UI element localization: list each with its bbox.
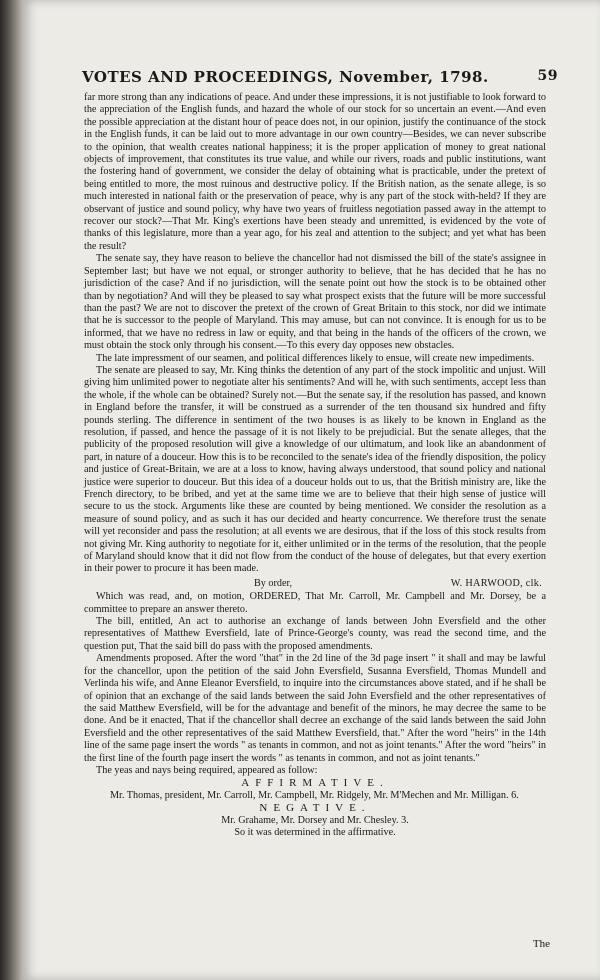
- paragraph-impressment: The late impressment of our seamen, and political differences likely to ensue, will create new impediments.: [96, 352, 535, 364]
- negative-members: Mr. Grahame, Mr. Dorsey and Mr. Chesley. 3.: [221, 814, 409, 826]
- page-number: 59: [537, 68, 558, 84]
- paragraph-chancellor: The senate say, they have reason to believe the chancellor had not dismissed the bill of the state's assignee in September last; but have we not equal, or stronger authority to believe, that he has decided that he has no jurisdiction of the case? And if no jurisdiction, will the senate point out how the stock is to be obtained other than by negotiation? And will they be pleased to say what prospect exists that the future will be more successful than the past? We are not to discover the pretext of the crown of Great Britain to this stock, nor did we intimate that he is successor to the people of Maryland. This may amuse, but can not convince. It is enough for us to be informed, that we have no redress in law or equity, and that being in the hands of the officers of the crown, we must obtain the stock only through his consent.—To this every day opposes new obstacles.: [84, 253, 546, 352]
- affirmative-heading: AFFIRMATIVE.: [241, 777, 389, 790]
- body-text: [84, 92, 546, 839]
- running-head: [82, 68, 558, 86]
- paragraph-mr-king: The senate are pleased to say, Mr. King thinks the detention of any part of the stock impolitic and unjust. Will giving him unlimited power to negotiate alter his sentiments? And will he, with such sentiments, accept less than the whole, if the whole can be obtained? Surely not.—But the senate say, if the resolution has passed, and known in England before the transfer, it will be construed as a surrender of the ten thousand six hundred and fifty pounds sterling. The difference in sentiment of the two houses is as likely to be known in England as the resolution, if passed, and hence the passage of it is not likely to be prejudicial. But the senate alleges, that the publicity of the proposed resolution will give a knowledge of our ultimatum, and look like an abandonment of part, in nature of a douceur. How this is to be reconciled to the senate's idea of the friendly disposition, the policy and justice of Great-Britain, we are at a loss to know, having always understood, that sound policy and national justice were superior to douceur. But this idea of a douceur holds out to us, that the British ministry are, like the French directory, to be bribed, and yet at the same time we are to believe that their high sense of justice will secure to us the stock. Arguments like these are counted by being mentioned. We consider the resolution as a measure of sound policy, and as such it has our decided and hearty concurrence. We therefore trust the senate will yet reconsider and pass the resolution; at all events we are desirous, that if the loss of this stock results from not giving Mr. King authority to negotiate for it, either unlimited or in the terms of the resolution, that the people of Maryland should know that it did not flow from the conduct of the house of delegates, but that every exertion in their power to procure it has been made.: [84, 364, 546, 575]
- paragraph-bill: The bill, entitled, An act to authorise an exchange of lands between John Eversfield and the other representatives of Matthew Eversfield, late of Prince-George's county, was read the second time, and the question put, That the said bill do pass with the proposed amendments.: [84, 616, 546, 652]
- determination: So it was determined in the affirmative.: [234, 826, 396, 838]
- signature-line: [84, 578, 546, 590]
- catchword: The: [532, 938, 550, 950]
- scan-binding-edge: [0, 0, 22, 980]
- paragraph-continuation: far more strong than any indications of peace. And under these impressions, it is not justifiable to look forward to the appreciation of the English funds, and hazard the whole of our stock for so uncertain an event.—And even the possible appreciation at the distant hour of peace does not, in our opinion, justify the continuance of the stock in the English funds, it can be laid out to more advantage in our own country—Besides, we can never subscribe to the opinion, that wealth creates national happiness; it is the proper application of money to great national objects of improvement, that constitutes its true value, and while our rivers, roads and public institutions, want the fostering hand of government, we consider the delay of obtaining what is practicable, under the pretext of being entitled to more, the most ruinous and destructive policy. If the British nation, as the senate allege, is so much interested in national faith or the preservation of peace, why is any part of the stock with-held? If they are observant of justice and sound policy, why have two years of fruitless negotiation passed away in the attempt to recover our stock?—That Mr. King's exertions have been steady and unremitted, is evidenced by the vote of thanks of this legislature, more than a year ago, for his zeal and attention to the subject; and yet what has been the result?: [84, 92, 547, 252]
- paragraph-committee-order: Which was read, and, on motion, ORDERED, That Mr. Carroll, Mr. Campbell and Mr. Dorsey, be a committee to prepare an answer thereto.: [84, 591, 546, 615]
- by-order: By order,: [254, 577, 293, 589]
- affirmative-members: Mr. Thomas, president, Mr. Carroll, Mr. Campbell, Mr. Ridgely, Mr. M'Mechen and Mr. Milligan. 6.: [110, 789, 519, 801]
- document-page: [22, 0, 600, 980]
- paragraph-amendments: Amendments proposed. After the word "that" in the 2d line of the 3d page insert " it shall and may be lawful for the chancellor, upon the petition of the said John Eversfield, Susanna Eversfield, Thomas Mundell and Verlinda his wife, and Anne Eleanor Eversfield, to inquire into the circumstances above stated, and if he shall be of opinion that an exchange of the said lands between the said John Eversfield and the other representatives of the said Matthew Eversfield, will be for the advantage and benefit of the minors, he may decree the same to be done. And be it enacted, That if the chancellor shall decree an exchange of the said lands between the said John Eversfield and the other representatives of the said Matthew Eversfield, that." After the word "heirs" in the 14th line of the same page insert the words " as tenants in common, and not as joint tenants." After the word "heirs" in the first line of the fourth page insert the words " as tenants in common, and not as joint tenants.": [84, 653, 546, 764]
- running-title: VOTES AND PROCEEDINGS, November, 1798.: [82, 68, 489, 86]
- negative-heading: NEGATIVE.: [259, 802, 371, 815]
- paragraph-yeas-nays: The yeas and nays being required, appeared as follow:: [96, 764, 318, 776]
- signatory-name: W. HARWOOD, clk.: [450, 577, 542, 589]
